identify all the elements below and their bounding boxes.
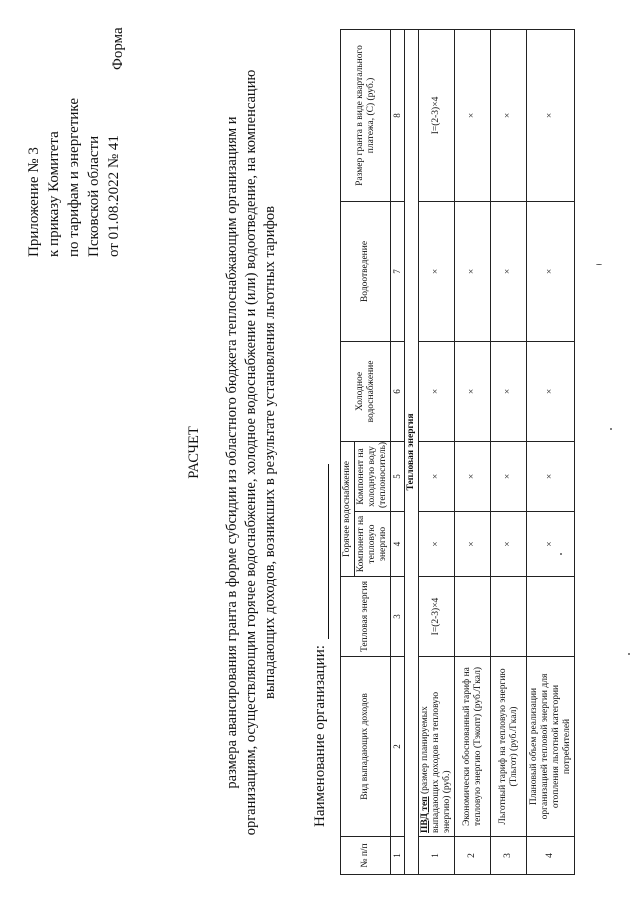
row-kind-bold: ПВД теп [420,796,430,833]
cell-heat [527,577,575,657]
document-title: РАСЧЕТ [186,426,202,479]
section-heat-energy: Тепловая энергия [405,29,419,874]
cell-grant: I=(2-3)×4 [419,29,455,201]
header-kind: Вид выпадающих доходов [341,657,391,837]
cell-drainage: × [455,201,491,341]
table-row [419,29,455,874]
cell-hw-heat: × [527,512,575,577]
organization-name-field [312,464,329,827]
cell-grant: × [455,29,491,201]
scan-speck [560,553,562,555]
col-number: 6 [391,341,405,441]
row-num: 2 [455,837,491,875]
cell-hw-heat: × [455,512,491,577]
col-number: 1 [391,837,405,875]
cell-cold-water: × [527,341,575,441]
cell-hw-cold: × [527,441,575,511]
scan-speck [628,653,630,655]
row-kind: Льготный тариф на тепловую энергию (Тльгот) (руб./Гкал) [491,657,527,837]
appendix-line: к приказу Комитета [46,131,62,257]
row-num: 3 [491,837,527,875]
row-kind-rest: (размер планируемых выпадающих доходов на тепловую энергию) (руб.) [420,691,452,833]
col-number: 5 [391,441,405,511]
header-heat: Тепловая энергия [341,577,391,657]
col-number: 8 [391,29,405,201]
title-line: размера авансирования гранта в форме субсидии из областного бюджета теплоснабжающим организациям и [224,116,240,789]
col-number: 3 [391,577,405,657]
scan-speck [596,264,602,265]
cell-grant: × [527,29,575,201]
column-numbers-row [391,29,405,874]
cell-cold-water: × [491,341,527,441]
scan-speck [610,428,612,430]
cell-hw-heat: × [419,512,455,577]
cell-heat [455,577,491,657]
appendix-line: от 01.08.2022 № 41 [106,135,122,257]
cell-drainage: × [527,201,575,341]
table-row [491,29,527,874]
header-hot-water: Горячее водоснабжение [341,441,355,576]
cell-heat: I=(2-3)×4 [419,577,455,657]
cell-hw-cold: × [419,441,455,511]
cell-cold-water: × [455,341,491,441]
row-num: 4 [527,837,575,875]
col-number: 7 [391,201,405,341]
cell-heat [491,577,527,657]
title-line: организациям, осуществляющим горячее водоснабжение, холодное водоснабжение и (или) водоотведение, на компенсацию [243,69,259,836]
organization-label: Наименование организации: [312,645,328,827]
cell-cold-water: × [419,341,455,441]
header-row [341,29,355,874]
form-label: Форма [110,27,126,70]
cell-drainage: × [491,201,527,341]
header-drainage: Водоотведение [341,201,391,341]
row-num: 1 [419,837,455,875]
header-num: № п/п [341,837,391,875]
header-hw-comp-cold: Компонент на холодную воду (теплоноситель) [355,441,391,511]
appendix-line: по тарифам и энергетике [66,98,82,257]
calculation-table [340,29,575,875]
cell-grant: × [491,29,527,201]
col-number: 4 [391,512,405,577]
title-line: выпадающих доходов, возникших в результате установления льготных тарифов [262,206,278,699]
appendix-line: Псковской области [86,135,102,257]
row-kind [419,657,455,837]
appendix-line: Приложение № 3 [26,147,42,257]
cell-hw-cold: × [491,441,527,511]
cell-drainage: × [419,201,455,341]
cell-hw-heat: × [491,512,527,577]
header-grant: Размер гранта в виде квартального платежа, (С) (руб.) [341,29,391,201]
col-number: 2 [391,657,405,837]
section-row [405,29,419,874]
header-hw-comp-heat: Компонент на тепловую энергию [355,512,391,577]
row-kind: Плановый объем реализации организацией тепловой энергии для отопления льготной категории потребителей [527,657,575,837]
table-row [527,29,575,874]
header-cold-water: Холодное водоснабжение [341,341,391,441]
organization-blank-line [314,464,329,639]
row-kind: Экономически обоснованный тариф на тепловую энергию (Тэкопт) (руб./Гкал) [455,657,491,837]
appendix-block [24,98,124,257]
cell-hw-cold: × [455,441,491,511]
table-row [455,29,491,874]
